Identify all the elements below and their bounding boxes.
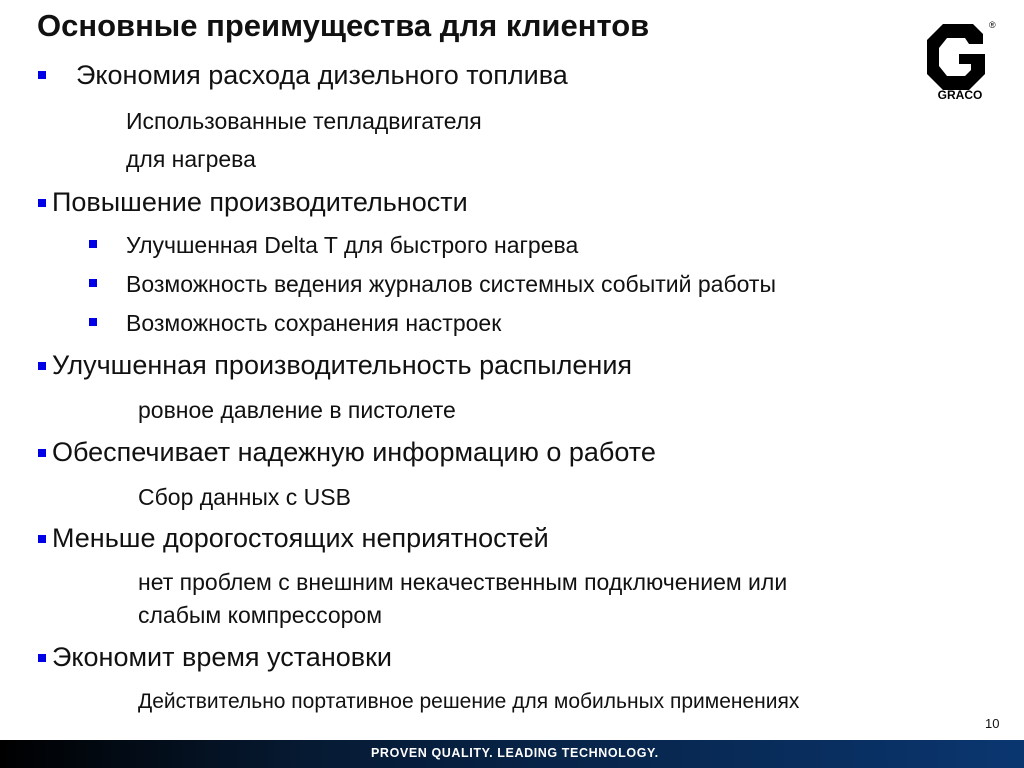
bullet-icon [38, 654, 46, 662]
bullet-icon [89, 240, 97, 248]
bullet-3-sub: ровное давление в пистолете [138, 397, 456, 423]
logo-text: GRACO [937, 88, 983, 102]
bullet-2-item-3: Возможность сохранения настроек [126, 310, 502, 336]
bullet-2: Повышение производительности [52, 187, 468, 217]
bullet-6-sub: Действительно портативное решение для мобильных применениях [138, 690, 800, 713]
graco-g-icon [927, 24, 985, 90]
bullet-icon [89, 279, 97, 287]
bullet-icon [38, 71, 46, 79]
bullet-5-sub-2: слабым компрессором [138, 602, 383, 628]
bullet-5-sub-1: нет проблем с внешним некачественным подключением или [138, 569, 788, 595]
bullet-2-item-2: Возможность ведения журналов системных событий работы [126, 271, 776, 297]
graco-logo [921, 18, 999, 102]
bullet-2-item-1: Улучшенная Delta T для быстрого нагрева [126, 232, 579, 258]
bullet-icon [38, 199, 46, 207]
footer-bar [0, 740, 1024, 768]
bullet-1-sub-1: Использованные тепладвигателя [126, 108, 482, 134]
slide-title: Основные преимущества для клиентов [37, 8, 650, 43]
bullet-4-sub: Сбор данных с USB [138, 484, 351, 510]
footer-tagline: PROVEN QUALITY. LEADING TECHNOLOGY. [371, 746, 659, 760]
bullet-icon [89, 318, 97, 326]
bullet-icon [38, 449, 46, 457]
bullet-4: Обеспечивает надежную информацию о работе [52, 437, 656, 467]
bullet-1: Экономия расхода дизельного топлива [76, 60, 568, 90]
page-number: 10 [985, 716, 1000, 731]
bullet-1-sub-2: для нагрева [126, 146, 256, 172]
bullet-icon [38, 535, 46, 543]
bullet-5: Меньше дорогостоящих неприятностей [52, 523, 549, 553]
bullet-3: Улучшенная производительность распыления [52, 350, 633, 380]
bullet-icon [38, 362, 46, 370]
bullet-6: Экономит время установки [52, 642, 392, 672]
registered-mark: ® [989, 20, 996, 30]
